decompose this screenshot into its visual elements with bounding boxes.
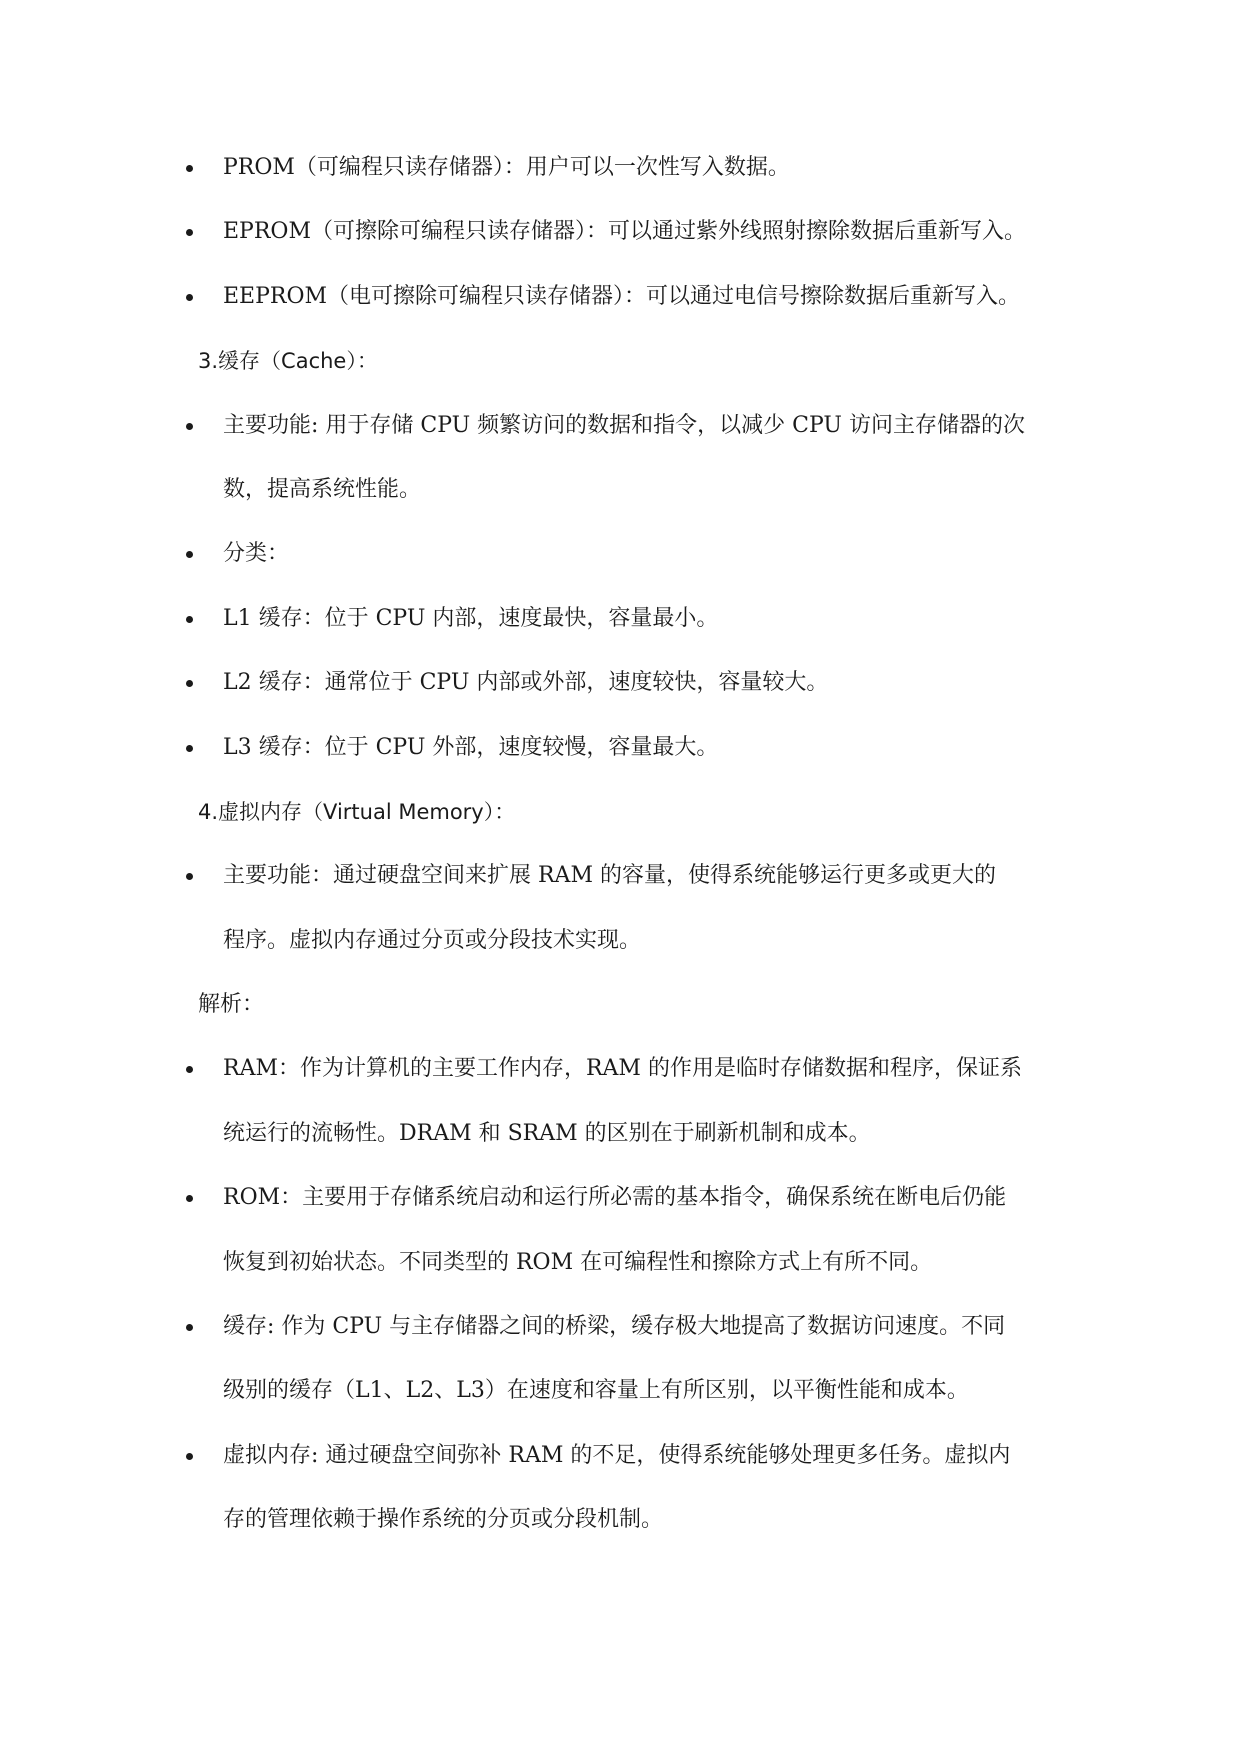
analysis-vm-line1: 虚拟内存: 通过硬盘空间弥补 RAM 的不足，使得系统能够处理更多任务。虚拟内 bbox=[223, 1442, 1011, 1468]
list-item-continuation bbox=[0, 1231, 1241, 1295]
bullet-icon bbox=[186, 423, 193, 430]
virtual-memory-heading: 4.虚拟内存（Virtual Memory）： bbox=[198, 799, 516, 824]
list-item-continuation bbox=[0, 1102, 1241, 1166]
analysis-rom-line1: ROM：主要用于存储系统启动和运行所必需的基本指令，确保系统在断电后仍能 bbox=[223, 1185, 1007, 1211]
list-item bbox=[0, 844, 1241, 908]
bullet-icon bbox=[186, 1453, 193, 1460]
l3-cache-text: L3 缓存：位于 CPU 外部，速度较慢，容量最大。 bbox=[223, 734, 719, 760]
bullet-icon bbox=[186, 1195, 193, 1202]
list-item bbox=[0, 1037, 1241, 1101]
list-item bbox=[0, 1295, 1241, 1359]
l1-cache-text: L1 缓存：位于 CPU 内部，速度最快，容量最小。 bbox=[223, 605, 719, 631]
bullet-icon bbox=[186, 873, 193, 880]
list-item bbox=[0, 716, 1241, 780]
analysis-ram-line1: RAM：作为计算机的主要工作内存，RAM 的作用是临时存储数据和程序，保证系 bbox=[223, 1056, 1022, 1082]
list-item-continuation bbox=[0, 458, 1241, 522]
vm-function-line1: 主要功能：通过硬盘空间来扩展 RAM 的容量，使得系统能够运行更多或更大的 bbox=[223, 863, 996, 889]
analysis-ram-line2: 统运行的流畅性。DRAM 和 SRAM 的区别在于刷新机制和成本。 bbox=[223, 1120, 871, 1146]
bullet-icon bbox=[186, 1066, 193, 1073]
list-item bbox=[0, 1424, 1241, 1488]
list-item bbox=[0, 1166, 1241, 1230]
bullet-icon bbox=[186, 1324, 193, 1331]
cache-function-line2: 数，提高系统性能。 bbox=[223, 476, 422, 502]
list-item-continuation bbox=[0, 1359, 1241, 1423]
analysis-cache-line2: 级别的缓存（L1、L2、L3）在速度和容量上有所区别，以平衡性能和成本。 bbox=[223, 1378, 969, 1404]
page-content bbox=[0, 136, 1241, 1553]
section-heading-row bbox=[0, 780, 1241, 844]
vm-function-line2: 程序。虚拟内存通过分页或分段技术实现。 bbox=[223, 927, 642, 953]
bullet-icon bbox=[186, 294, 193, 301]
section-heading-row bbox=[0, 973, 1241, 1037]
cache-heading: 3.缓存（Cache）： bbox=[198, 349, 378, 374]
analysis-cache-line1: 缓存: 作为 CPU 与主存储器之间的桥梁，缓存极大地提高了数据访问速度。不同 bbox=[223, 1314, 1006, 1340]
list-item bbox=[0, 587, 1241, 651]
list-item bbox=[0, 265, 1241, 329]
bullet-icon bbox=[186, 229, 193, 236]
eeprom-text: EEPROM（电可擦除可编程只读存储器）：可以通过电信号擦除数据后重新写入。 bbox=[223, 283, 1021, 309]
cache-classification: 分类： bbox=[223, 541, 290, 567]
bullet-icon bbox=[186, 680, 193, 687]
list-item-continuation bbox=[0, 1488, 1241, 1552]
list-item bbox=[0, 651, 1241, 715]
cache-function-line1: 主要功能: 用于存储 CPU 频繁访问的数据和指令，以减少 CPU 访问主存储器的次 bbox=[223, 412, 1025, 438]
l2-cache-text: L2 缓存：通常位于 CPU 内部或外部，速度较快，容量较大。 bbox=[223, 670, 829, 696]
list-item bbox=[0, 394, 1241, 458]
list-item bbox=[0, 136, 1241, 200]
list-item bbox=[0, 200, 1241, 264]
bullet-icon bbox=[186, 745, 193, 752]
bullet-icon bbox=[186, 616, 193, 623]
bullet-icon bbox=[186, 165, 193, 172]
list-item bbox=[0, 522, 1241, 586]
analysis-vm-line2: 存的管理依赖于操作系统的分页或分段机制。 bbox=[223, 1507, 664, 1533]
analysis-heading: 解析： bbox=[198, 992, 265, 1018]
analysis-rom-line2: 恢复到初始状态。不同类型的 ROM 在可编程性和擦除方式上有所不同。 bbox=[223, 1249, 933, 1275]
bullet-icon bbox=[186, 551, 193, 558]
list-item-continuation bbox=[0, 909, 1241, 973]
section-heading-row bbox=[0, 329, 1241, 393]
prom-text: PROM（可编程只读存储器）：用户可以一次性写入数据。 bbox=[223, 155, 790, 180]
eprom-text: EPROM（可擦除可编程只读存储器）：可以通过紫外线照射擦除数据后重新写入。 bbox=[223, 219, 1026, 245]
